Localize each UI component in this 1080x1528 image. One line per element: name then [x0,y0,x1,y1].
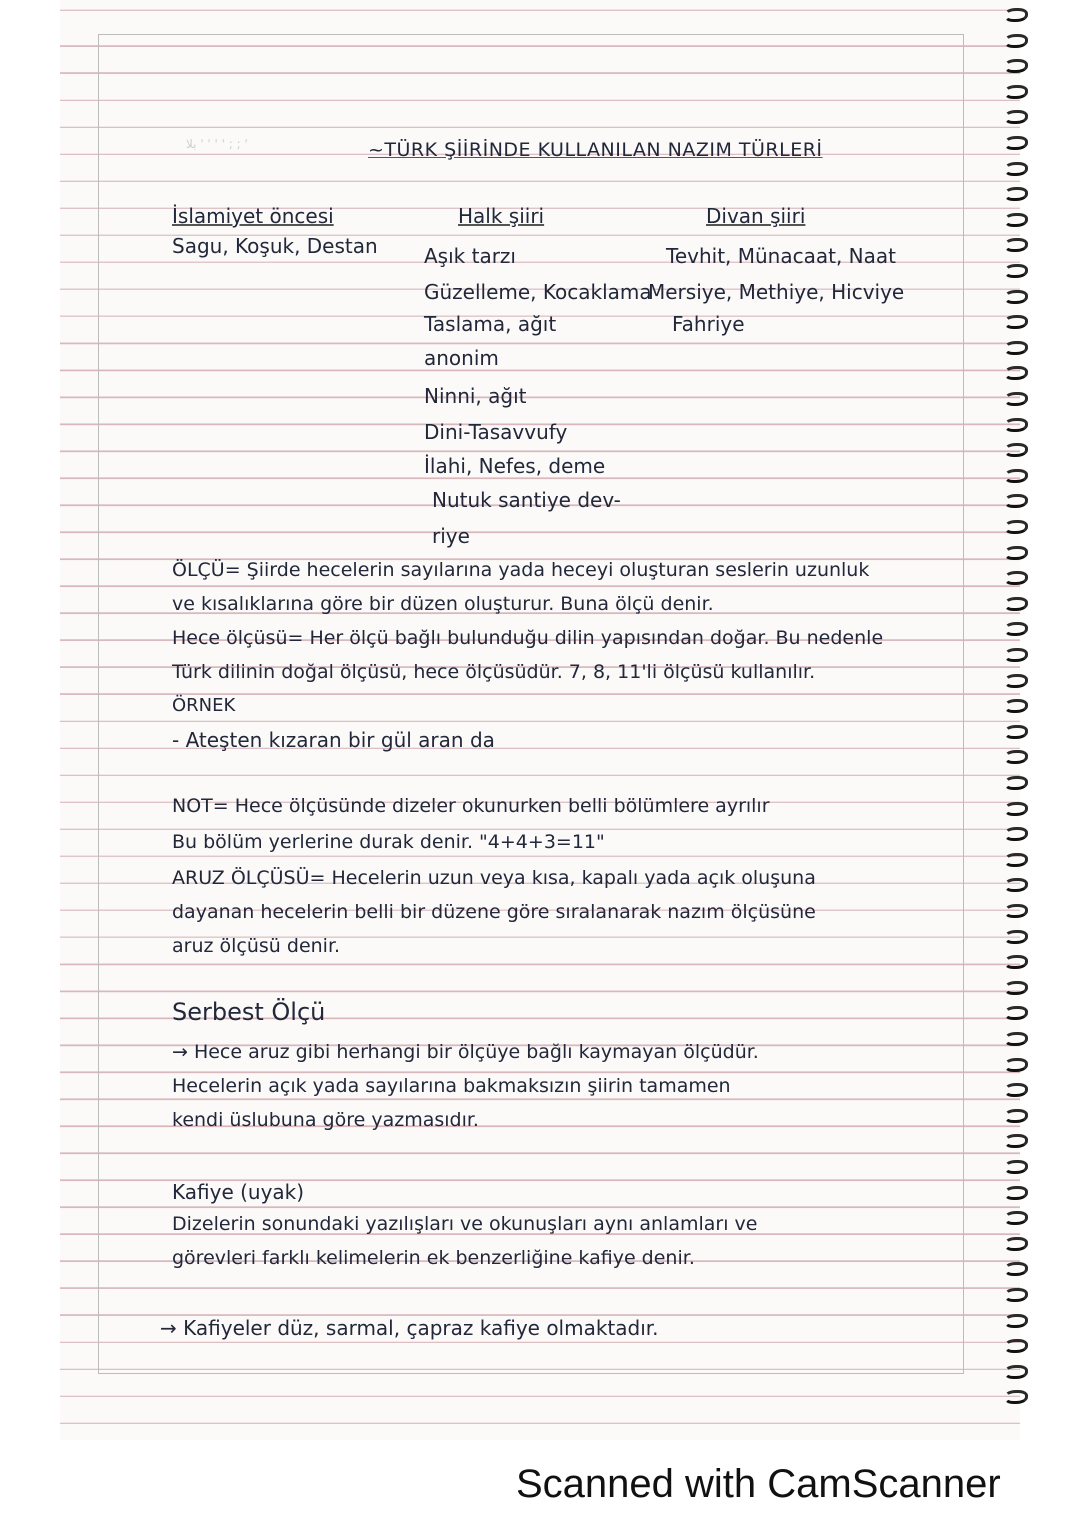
not-line-0: NOT= Hece ölçüsünde dizeler okunurken belli bölümlere ayrılır [172,795,770,817]
olcu-line-3: Türk dilinin doğal ölçüsü, hece ölçüsüdür. 7, 8, 11'li ölçüsü kullanılır. [172,661,816,683]
spiral-ring [1004,1339,1028,1353]
spiral-ring [1004,853,1028,867]
halk-line-6: İlahi, Nefes, deme [424,454,606,478]
spiral-ring [1004,34,1028,48]
spiral-ring [1004,187,1028,201]
spiral-ring [1004,520,1028,534]
spiral-ring [1004,674,1028,688]
spiral-ring [1004,1211,1028,1225]
page-title: ~TÜRK ŞİİRİNDE KULLANILAN NAZIM TÜRLERİ [368,139,823,161]
spiral-ring [1004,1083,1028,1097]
ornek-label: ÖRNEK [172,695,236,716]
spiral-ring [1004,981,1028,995]
spiral-ring [1004,59,1028,73]
scanner-watermark: Scanned with CamScanner [516,1462,1001,1506]
kafiye-line-1: görevleri farklı kelimelerin ek benzerliğine kafiye denir. [172,1247,695,1269]
spiral-ring [1004,750,1028,764]
spiral-ring [1004,418,1028,432]
spiral-ring [1004,110,1028,124]
not-line-3: dayanan hecelerin belli bir düzene göre sıralanarak nazım ölçüsüne [172,901,816,923]
spiral-ring [1004,546,1028,560]
olcu-line-0: ÖLÇÜ= Şiirde hecelerin sayılarına yada heceyi oluşturan seslerin uzunluk [172,559,870,581]
ornek-text: - Ateşten kızaran bir gül aran da [172,728,495,752]
islamiyet-items: Sagu, Koşuk, Destan [172,234,378,258]
halk-line-0: Aşık tarzı [424,244,516,268]
spiral-ring [1004,366,1028,380]
spiral-ring [1004,1262,1028,1276]
serbest-line-1: Hecelerin açık yada sayılarına bakmaksızın şiirin tamamen [172,1075,731,1097]
spiral-ring [1004,648,1028,662]
spiral-ring [1004,238,1028,252]
olcu-line-2: Hece ölçüsü= Her ölçü bağlı bulunduğu dilin yapısından doğar. Bu nedenle [172,627,884,649]
spiral-ring [1004,930,1028,944]
spiral-ring [1004,1288,1028,1302]
spiral-ring [1004,776,1028,790]
spiral-ring [1004,597,1028,611]
spiral-ring [1004,904,1028,918]
spiral-ring [1004,8,1028,22]
not-line-1: Bu bölüm yerlerine durak denir. "4+4+3=11" [172,831,605,853]
not-line-2: ARUZ ÖLÇÜSÜ= Hecelerin uzun veya kısa, kapalı yada açık oluşuna [172,867,816,889]
faded-marks: بلا ' ' ' ' ; ; ' [186,137,248,151]
halk-line-4: Ninni, ağıt [424,384,527,408]
spiral-ring [1004,699,1028,713]
halk-line-8: riye [432,524,470,548]
spiral-ring [1004,1314,1028,1328]
spiral-ring [1004,1160,1028,1174]
spiral-ring [1004,1032,1028,1046]
spiral-ring [1004,1390,1028,1404]
halk-line-1: Güzelleme, Kocaklama [424,280,652,304]
spiral-ring [1004,392,1028,406]
spiral-ring [1004,1134,1028,1148]
kafiye-note: → Kafiyeler düz, sarmal, çapraz kafiye olmaktadır. [160,1316,659,1340]
spiral-ring [1004,1186,1028,1200]
spiral-ring [1004,622,1028,636]
spiral-ring [1004,341,1028,355]
spiral-ring [1004,494,1028,508]
kafiye-heading: Kafiye (uyak) [172,1180,305,1204]
serbest-heading: Serbest Ölçü [172,998,326,1026]
spiral-ring [1004,443,1028,457]
spiral-ring [1004,264,1028,278]
serbest-line-0: → Hece aruz gibi herhangi bir ölçüye bağlı kaymayan ölçüdür. [172,1041,759,1063]
halk-line-5: Dini-Tasavvufy [424,420,568,444]
halk-line-7: Nutuk santiye dev- [432,488,621,512]
serbest-line-2: kendi üslubuna göre yazmasıdır. [172,1109,479,1131]
olcu-line-1: ve kısalıklarına göre bir düzen oluşturur. Buna ölçü denir. [172,593,714,615]
spiral-ring [1004,1006,1028,1020]
spiral-ring [1004,725,1028,739]
spiral-ring [1004,1109,1028,1123]
spiral-ring [1004,290,1028,304]
spiral-ring [1004,136,1028,150]
spiral-ring [1004,1058,1028,1072]
spiral-ring [1004,802,1028,816]
divan-line-1: Mersiye, Methiye, Hicviye [648,280,905,304]
spiral-binding [1004,0,1034,1440]
spiral-ring [1004,827,1028,841]
spiral-ring [1004,469,1028,483]
spiral-ring [1004,1365,1028,1379]
islamiyet-heading: İslamiyet öncesi [172,204,334,228]
spiral-ring [1004,213,1028,227]
spiral-ring [1004,1237,1028,1251]
halk-line-2: Taslama, ağıt [424,312,557,336]
divan-line-2: Fahriye [672,312,745,336]
spiral-ring [1004,162,1028,176]
divan-line-0: Tevhit, Münacaat, Naat [666,244,896,268]
spiral-ring [1004,315,1028,329]
not-line-4: aruz ölçüsü denir. [172,935,341,957]
kafiye-line-0: Dizelerin sonundaki yazılışları ve okunuşları aynı anlamları ve [172,1213,758,1235]
spiral-ring [1004,955,1028,969]
divan-heading: Divan şiiri [706,204,806,228]
spiral-ring [1004,878,1028,892]
spiral-ring [1004,571,1028,585]
halk-heading: Halk şiiri [458,204,545,228]
spiral-ring [1004,85,1028,99]
halk-line-3: anonim [424,346,499,370]
